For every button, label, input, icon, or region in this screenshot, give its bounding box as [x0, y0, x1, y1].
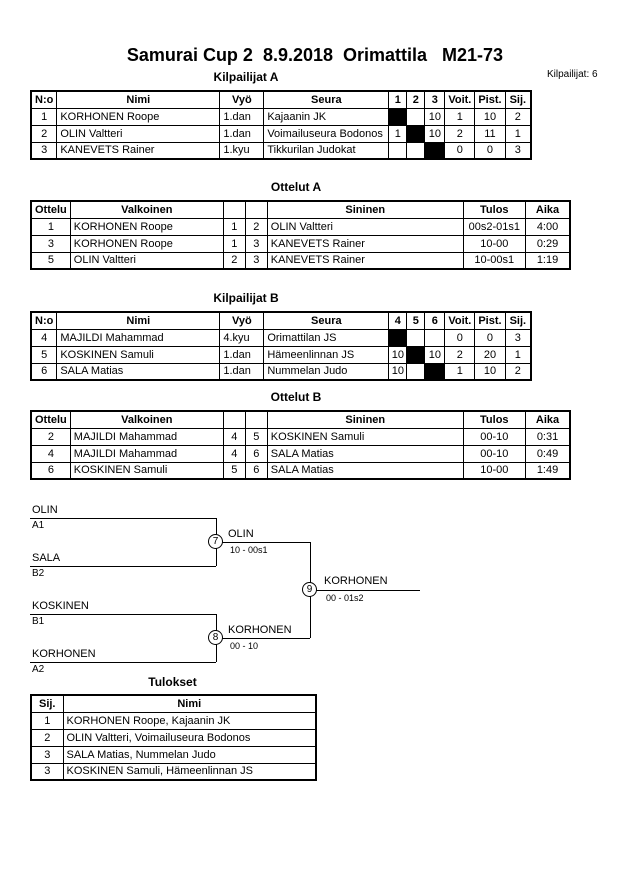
cell-placement: 2 [31, 729, 63, 746]
bracket-player-name: KORHONEN [32, 648, 96, 660]
col-header-nimi: Nimi [63, 695, 316, 712]
cell-pist: 20 [475, 346, 505, 363]
tulokset-table [30, 694, 317, 781]
cell-result [407, 142, 425, 159]
cell-placement: 1 [31, 712, 63, 729]
cell-blue-no: 5 [245, 428, 267, 445]
cell-blue-no: 6 [245, 445, 267, 462]
cell-vyo: 1.dan [220, 108, 264, 125]
competitor-row [31, 329, 531, 346]
header-row [31, 695, 316, 712]
cell-nimi: KOSKINEN Samuli [57, 346, 220, 363]
col-header-sininen: Sininen [267, 411, 463, 428]
match-number-badge: 9 [302, 582, 317, 597]
cell-blue-name: KANEVETS Rainer [267, 252, 463, 269]
cell-voit: 0 [445, 142, 475, 159]
bracket-match-score: 10 - 00s1 [230, 545, 268, 555]
cell-vyo: 1.kyu [220, 142, 264, 159]
col-header-tulos: Tulos [463, 411, 525, 428]
cell-sij: 3 [505, 329, 531, 346]
cell-vyo: 4.kyu [220, 329, 264, 346]
bracket-player-name: OLIN [32, 504, 58, 516]
cell-white-no: 2 [223, 252, 245, 269]
cell-time: 1:49 [525, 462, 570, 479]
col-header-seura: Seura [264, 312, 389, 329]
cell-result: 10 [425, 108, 445, 125]
bracket-line [30, 518, 216, 519]
col-header-vyo: Vyö [220, 312, 264, 329]
header-row [31, 312, 531, 329]
cell-nimi: KORHONEN Roope [57, 108, 220, 125]
cell-blue-no: 3 [245, 235, 267, 252]
cell-white-name: MAJILDI Mahammad [70, 445, 223, 462]
cell-seura: Tikkurilan Judokat [264, 142, 389, 159]
cell-blue-no: 3 [245, 252, 267, 269]
cell-seura: Nummelan Judo [264, 363, 389, 380]
cell-nimi: OLIN Valtteri [57, 125, 220, 142]
match-number-badge: 8 [208, 630, 223, 645]
cell-time: 4:00 [525, 218, 570, 235]
section-heading-ottelut-a: Ottelut A [270, 180, 322, 194]
cell-name-club: KOSKINEN Samuli, Hämeenlinnan JS [63, 763, 316, 780]
col-header-r6: 6 [425, 312, 445, 329]
cell-result: 10 [389, 346, 407, 363]
ottelut-b-table [30, 410, 571, 480]
col-header-blank [245, 411, 267, 428]
cell-white-no: 1 [223, 235, 245, 252]
cell-sij: 2 [505, 108, 531, 125]
bracket-winner-name: OLIN [228, 528, 254, 540]
col-header-no: N:o [31, 91, 57, 108]
cell-result: 1 [389, 125, 407, 142]
cell-white-name: MAJILDI Mahammad [70, 428, 223, 445]
result-row [31, 746, 316, 763]
result-row [31, 729, 316, 746]
col-header-nimi: Nimi [57, 91, 220, 108]
cell-sij: 1 [505, 125, 531, 142]
cell-nimi: MAJILDI Mahammad [57, 329, 220, 346]
col-header-pist: Pist. [475, 312, 505, 329]
bracket-winner-name: KORHONEN [324, 575, 388, 587]
cell-match-no: 1 [31, 218, 70, 235]
bracket-player-name: SALA [32, 552, 61, 564]
section-heading-tulokset: Tulokset [148, 675, 197, 689]
cell-time: 0:31 [525, 428, 570, 445]
col-header-sininen: Sininen [267, 201, 463, 218]
cell-seura: Hämeenlinnan JS [264, 346, 389, 363]
col-header-r2: 2 [407, 91, 425, 108]
cell-voit: 2 [445, 125, 475, 142]
match-number-badge: 7 [208, 534, 223, 549]
bracket-line [30, 566, 216, 567]
bracket-line [310, 590, 420, 591]
match-row [31, 462, 570, 479]
col-header-r3: 3 [425, 91, 445, 108]
col-header-r5: 5 [407, 312, 425, 329]
cell-voit: 0 [445, 329, 475, 346]
cell-score: 10-00 [463, 462, 525, 479]
header-row [31, 411, 570, 428]
bracket-line [30, 662, 216, 663]
cell-score: 00-10 [463, 445, 525, 462]
col-header-r1: 1 [389, 91, 407, 108]
cell-blue-name: KANEVETS Rainer [267, 235, 463, 252]
col-header-blank [223, 411, 245, 428]
cell-match-no: 2 [31, 428, 70, 445]
col-header-seura: Seura [264, 91, 389, 108]
col-header-sij: Sij. [505, 91, 531, 108]
cell-blue-no: 6 [245, 462, 267, 479]
col-header-sij: Sij. [505, 312, 531, 329]
match-row [31, 445, 570, 462]
bracket-seed: B1 [32, 616, 45, 627]
cell-score: 10-00 [463, 235, 525, 252]
cell-result-self [407, 346, 425, 363]
cell-placement: 3 [31, 746, 63, 763]
col-header-pist: Pist. [475, 91, 505, 108]
section-heading-kilpailijat-a: Kilpailijat A [213, 70, 279, 84]
cell-name-club: OLIN Valtteri, Voimailuseura Bodonos [63, 729, 316, 746]
cell-white-no: 4 [223, 445, 245, 462]
col-header-voit: Voit. [445, 312, 475, 329]
header-row [31, 91, 531, 108]
cell-white-name: KORHONEN Roope [70, 218, 223, 235]
competitor-row [31, 363, 531, 380]
bracket-seed: A2 [32, 664, 45, 675]
cell-voit: 1 [445, 108, 475, 125]
cell-time: 1:19 [525, 252, 570, 269]
bracket-seed: B2 [32, 568, 45, 579]
competitor-row [31, 142, 531, 159]
bracket-player-name: KOSKINEN [32, 600, 89, 612]
cell-seura: Kajaanin JK [264, 108, 389, 125]
section-heading-kilpailijat-b: Kilpailijat B [213, 291, 279, 305]
cell-score: 10-00s1 [463, 252, 525, 269]
cell-seura: Orimattilan JS [264, 329, 389, 346]
cell-white-name: KOSKINEN Samuli [70, 462, 223, 479]
cell-result: 10 [389, 363, 407, 380]
col-header-no: N:o [31, 312, 57, 329]
match-row [31, 235, 570, 252]
competitor-row [31, 125, 531, 142]
col-header-nimi: Nimi [57, 312, 220, 329]
cell-result-self [425, 363, 445, 380]
cell-blue-name: KOSKINEN Samuli [267, 428, 463, 445]
col-header-valkoinen: Valkoinen [70, 201, 223, 218]
cell-blue-name: SALA Matias [267, 445, 463, 462]
cell-name-club: KORHONEN Roope, Kajaanin JK [63, 712, 316, 729]
cell-result: 10 [425, 346, 445, 363]
cell-voit: 1 [445, 363, 475, 380]
competitor-row [31, 108, 531, 125]
col-header-sij: Sij. [31, 695, 63, 712]
col-header-r4: 4 [389, 312, 407, 329]
bracket-match-score: 00 - 10 [230, 641, 259, 651]
cell-no: 3 [31, 142, 57, 159]
cell-no: 4 [31, 329, 57, 346]
cell-seura: Voimailuseura Bodonos [264, 125, 389, 142]
section-heading-ottelut-b: Ottelut B [270, 390, 322, 404]
match-row [31, 218, 570, 235]
kilpailijat-a-table [30, 90, 532, 160]
cell-result [407, 363, 425, 380]
cell-white-name: KORHONEN Roope [70, 235, 223, 252]
cell-result-self [389, 329, 407, 346]
cell-blue-name: SALA Matias [267, 462, 463, 479]
cell-result-self [425, 142, 445, 159]
cell-white-no: 1 [223, 218, 245, 235]
result-row [31, 763, 316, 780]
final-bracket [30, 500, 460, 678]
col-header-blank [245, 201, 267, 218]
cell-blue-name: OLIN Valtteri [267, 218, 463, 235]
competitors-count-label: Kilpailijat: 6 [547, 69, 598, 80]
col-header-ottelu: Ottelu [31, 411, 70, 428]
bracket-line [216, 638, 310, 639]
cell-sij: 3 [505, 142, 531, 159]
cell-result [389, 142, 407, 159]
cell-result-self [407, 125, 425, 142]
cell-white-no: 4 [223, 428, 245, 445]
cell-nimi: SALA Matias [57, 363, 220, 380]
cell-no: 5 [31, 346, 57, 363]
col-header-blank [223, 201, 245, 218]
cell-white-no: 5 [223, 462, 245, 479]
cell-result-self [389, 108, 407, 125]
bracket-seed: A1 [32, 520, 45, 531]
kilpailijat-b-table [30, 311, 532, 381]
cell-vyo: 1.dan [220, 125, 264, 142]
cell-vyo: 1.dan [220, 346, 264, 363]
col-header-ottelu: Ottelu [31, 201, 70, 218]
col-header-valkoinen: Valkoinen [70, 411, 223, 428]
cell-match-no: 6 [31, 462, 70, 479]
cell-pist: 0 [475, 329, 505, 346]
cell-white-name: OLIN Valtteri [70, 252, 223, 269]
match-row [31, 428, 570, 445]
bracket-winner-name: KORHONEN [228, 624, 292, 636]
cell-pist: 0 [475, 142, 505, 159]
bracket-line [216, 542, 310, 543]
cell-nimi: KANEVETS Rainer [57, 142, 220, 159]
col-header-tulos: Tulos [463, 201, 525, 218]
cell-voit: 2 [445, 346, 475, 363]
cell-blue-no: 2 [245, 218, 267, 235]
result-row [31, 712, 316, 729]
bracket-line [30, 614, 216, 615]
cell-match-no: 3 [31, 235, 70, 252]
cell-sij: 1 [505, 346, 531, 363]
cell-result [425, 329, 445, 346]
cell-pist: 10 [475, 108, 505, 125]
page-title: Samurai Cup 2 8.9.2018 Orimattila M21-73 [126, 45, 504, 65]
cell-match-no: 5 [31, 252, 70, 269]
bracket-match-score: 00 - 01s2 [326, 593, 364, 603]
col-header-aika: Aika [525, 201, 570, 218]
col-header-vyo: Vyö [220, 91, 264, 108]
cell-no: 6 [31, 363, 57, 380]
cell-name-club: SALA Matias, Nummelan Judo [63, 746, 316, 763]
cell-pist: 10 [475, 363, 505, 380]
cell-result [407, 108, 425, 125]
cell-vyo: 1.dan [220, 363, 264, 380]
cell-placement: 3 [31, 763, 63, 780]
cell-time: 0:49 [525, 445, 570, 462]
col-header-voit: Voit. [445, 91, 475, 108]
cell-result: 10 [425, 125, 445, 142]
cell-score: 00s2-01s1 [463, 218, 525, 235]
cell-time: 0:29 [525, 235, 570, 252]
cell-score: 00-10 [463, 428, 525, 445]
header-row [31, 201, 570, 218]
cell-result [407, 329, 425, 346]
ottelut-a-table [30, 200, 571, 270]
cell-no: 1 [31, 108, 57, 125]
match-row [31, 252, 570, 269]
col-header-aika: Aika [525, 411, 570, 428]
cell-sij: 2 [505, 363, 531, 380]
competitor-row [31, 346, 531, 363]
cell-no: 2 [31, 125, 57, 142]
cell-match-no: 4 [31, 445, 70, 462]
cell-pist: 11 [475, 125, 505, 142]
